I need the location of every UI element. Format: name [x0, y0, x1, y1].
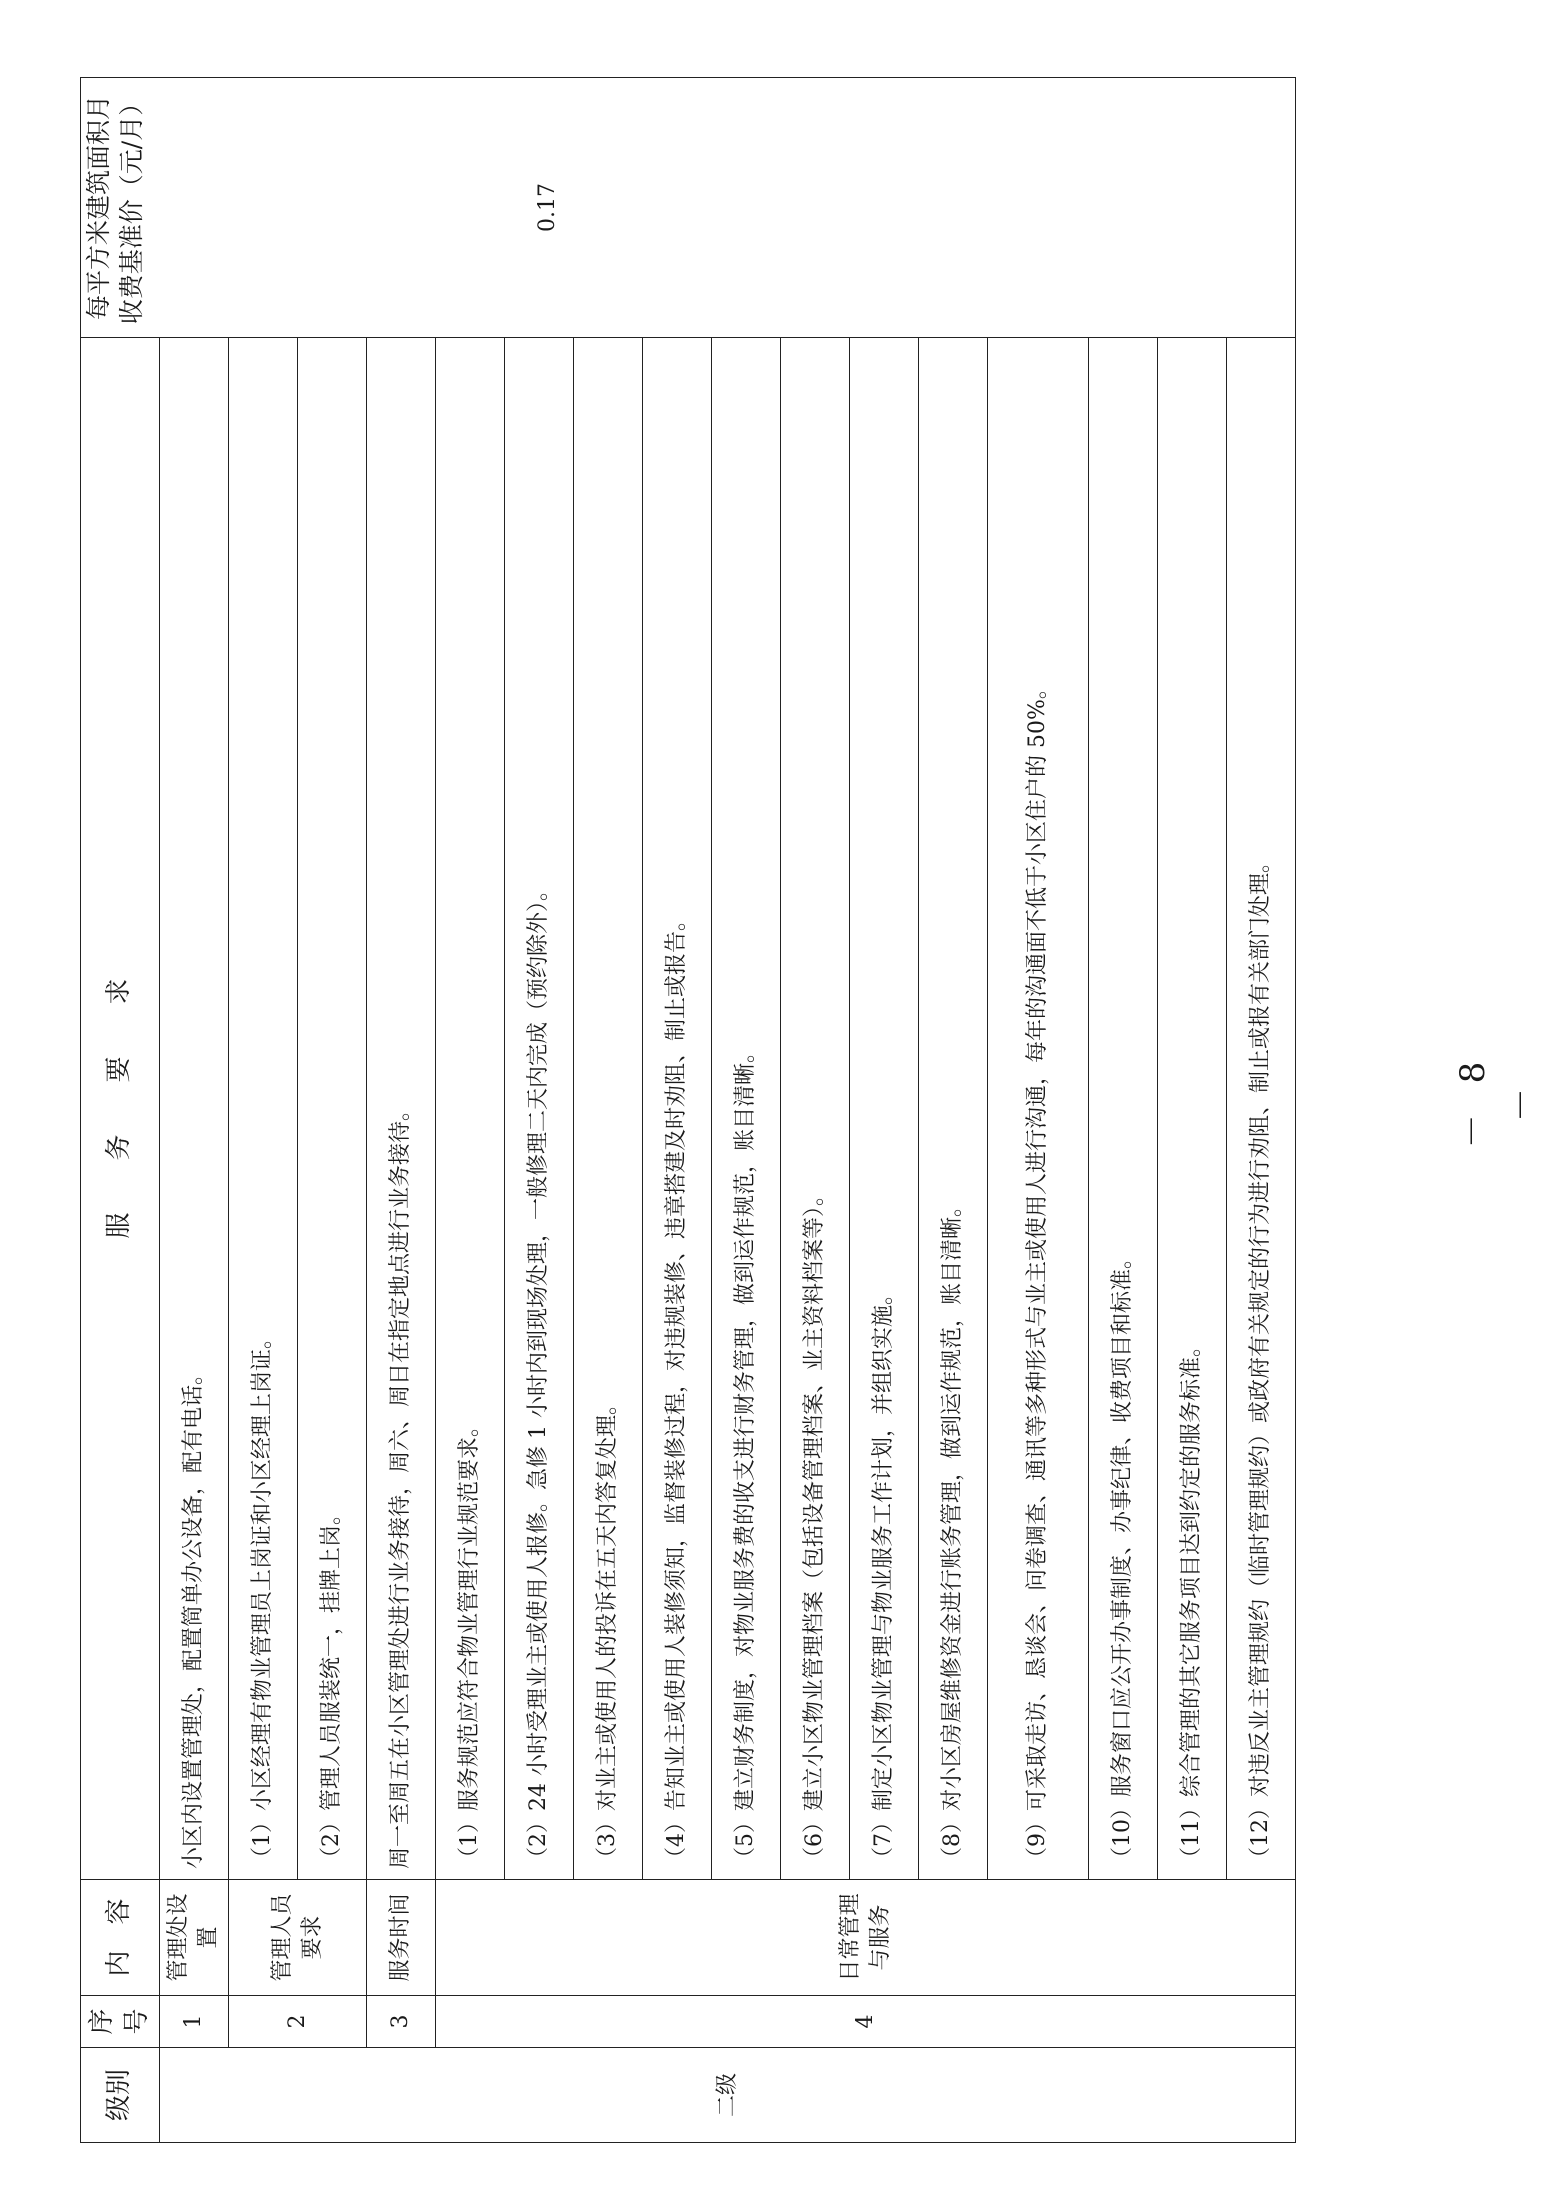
header-price-label: 每平方米建筑面积月收费基准价（元/月）: [84, 90, 146, 325]
table-row: [505, 78, 574, 2143]
table-row: [574, 78, 643, 2143]
row-requirement: （4）告知业主或使用人装修须知，监督装修过程，对违规装修、违章搭建及时劝阻、制止或报告。: [643, 338, 712, 1880]
table-row: [436, 78, 505, 2143]
row-requirement: （6）建立小区物业管理档案（包括设备管理档案、业主资料档案等）。: [781, 338, 850, 1880]
header-no: 序号: [81, 1996, 160, 2048]
row-requirement: （5）建立财务制度，对物业服务费的收支进行财务管理，做到运作规范，账目清晰。: [712, 338, 781, 1880]
row-content: 管理处设置: [160, 1880, 229, 1996]
row-requirement: 周一至周五在小区管理处进行业务接待，周六、周日在指定地点进行业务接待。: [367, 338, 436, 1880]
table-row: [367, 78, 436, 2143]
header-content: 内 容: [81, 1880, 160, 1996]
row-requirement: （8）对小区房屋维修资金进行账务管理，做到运作规范，账目清晰。: [919, 338, 988, 1880]
row-requirement: 小区内设置管理处，配置简单办公设备，配有电话。: [160, 338, 229, 1880]
row-number: 2: [229, 1996, 367, 2048]
page-number: － 8 －: [1453, 1051, 1542, 1149]
row-requirement: （10）服务窗口应公开办事制度、办事纪律、收费项目和标准。: [1089, 338, 1158, 1880]
row-number: 1: [160, 1996, 229, 2048]
row-requirement: （9）可采取走访、恳谈会、问卷调查、通讯等多种形式与业主或使用人进行沟通，每年的沟通面不低于小区住户的 50%。: [988, 338, 1089, 1880]
row-requirement: （2）管理人员服装统一，挂牌上岗。: [298, 338, 367, 1880]
price-cell: [81, 78, 1296, 338]
table-row: [1227, 78, 1296, 2143]
row-requirement: （2）24 小时受理业主或使用人报修。急修 1 小时内到现场处理，一般修理二天内完成（预约除外）。: [505, 338, 574, 1880]
table-row: [229, 78, 298, 2143]
row-requirement: （1）小区经理有物业管理员上岗证和小区经理上岗证。: [229, 338, 298, 1880]
price-value: 0.17: [535, 183, 561, 232]
row-content: 服务时间: [367, 1880, 436, 1996]
table-row: [781, 78, 850, 2143]
level-value: 二级: [160, 2048, 1296, 2143]
row-requirement: （7）制定小区物业管理与物业服务工作计划，并组织实施。: [850, 338, 919, 1880]
row-content: 日常管理与服务: [436, 1880, 1296, 1996]
table-row: [1158, 78, 1227, 2143]
table-row: [160, 78, 229, 2143]
row-requirement: （1）服务规范应符合物业管理行业规范要求。: [436, 338, 505, 1880]
row-number: 3: [367, 1996, 436, 2048]
header-requirement: 服 务 要 求: [81, 338, 160, 1880]
table-row: [1089, 78, 1158, 2143]
table-row: [712, 78, 781, 2143]
table-row: [919, 78, 988, 2143]
header-row: [81, 78, 160, 2143]
row-requirement: （11）综合管理的其它服务项目达到约定的服务标准。: [1158, 338, 1227, 1880]
row-number: 4: [436, 1996, 1296, 2048]
header-level: 级别: [81, 2048, 160, 2143]
table-row: [850, 78, 919, 2143]
row-requirement: （3）对业主或使用人的投诉在五天内答复处理。: [574, 338, 643, 1880]
row-requirement: （12）对违反业主管理规约（临时管理规约）或政府有关规定的行为进行劝阻、制止或报有关部门处理。: [1227, 338, 1296, 1880]
service-standard-table: [80, 77, 1296, 2143]
table-row: [643, 78, 712, 2143]
table-row: [298, 78, 367, 2143]
row-content: 管理人员要求: [229, 1880, 367, 1996]
table-row: [988, 78, 1089, 2143]
